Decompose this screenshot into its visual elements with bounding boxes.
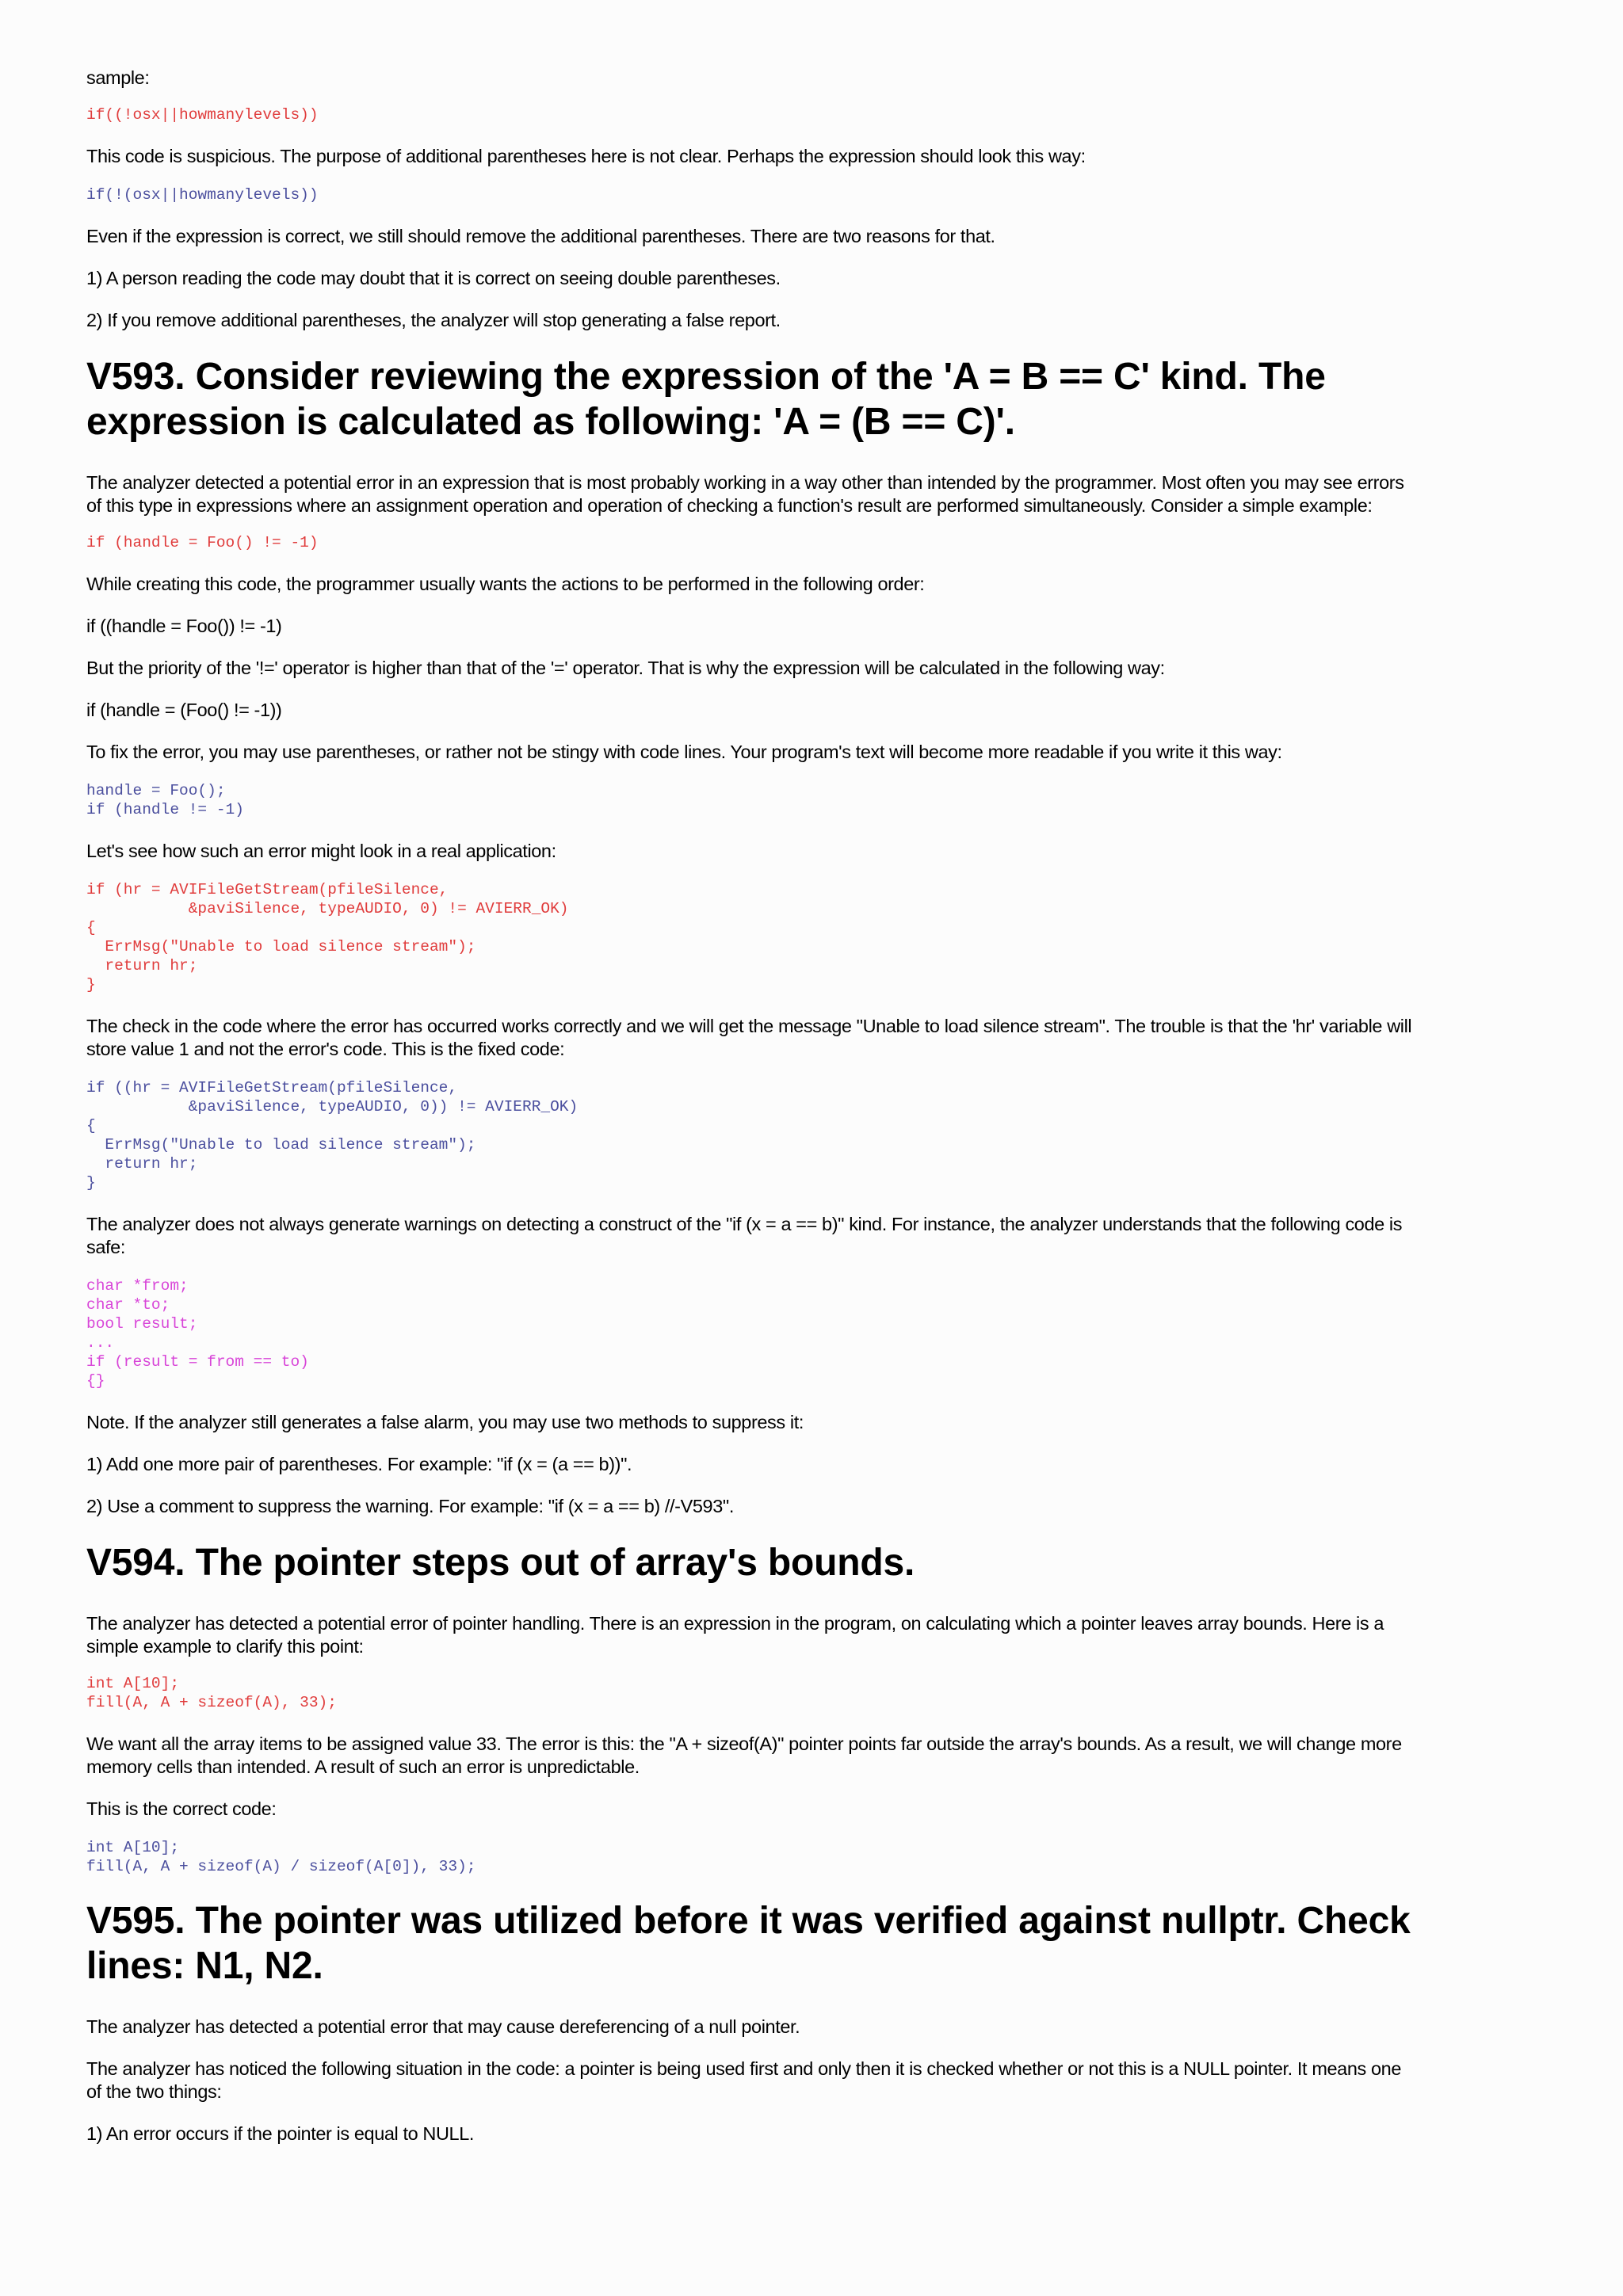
paragraph: This code is suspicious. The purpose of additional parentheses here is not clear. Perhaps the expression should look this way: [86, 146, 1086, 166]
code-block: int A[10]; fill(A, A + sizeof(A), 33); [86, 1675, 337, 1711]
code-block: handle = Foo(); if (handle != -1) [86, 782, 244, 818]
paragraph: The analyzer does not always generate warnings on detecting a construct of the "if (x = a == b)" kind. For instance, the analyzer understands that the following code is safe: [86, 1214, 1403, 1257]
section-heading-v595: V595. The pointer was utilized before it was verified against nullptr. Check lines: N1, N2. [86, 1900, 1411, 1987]
paragraph: But the priority of the '!=' operator is higher than that of the '=' operator. That is why the expression will be calculated in the following way: [86, 658, 1165, 678]
paragraph: 1) A person reading the code may doubt that it is correct on seeing double parentheses. [86, 268, 781, 288]
paragraph: Note. If the analyzer still generates a false alarm, you may use two methods to suppress it: [86, 1412, 804, 1432]
paragraph: 2) Use a comment to suppress the warning. For example: "if (x = a == b) //-V593". [86, 1496, 734, 1516]
paragraph: Let's see how such an error might look in a real application: [86, 841, 556, 861]
paragraph: 2) If you remove additional parentheses, the analyzer will stop generating a false report. [86, 310, 781, 330]
code-block: char *from; char *to; bool result; ... if (result = from == to) {} [86, 1277, 309, 1390]
paragraph: The analyzer has noticed the following situation in the code: a pointer is being used first and only then it is checked whether or not this is a NULL pointer. It means one of the two things: [86, 2058, 1401, 2102]
paragraph: The analyzer detected a potential error in an expression that is most probably working in a way other than intended by the programmer. Most often you may see errors of this type in expressions where an assignment operation and operation of checking a function's result are performed simultaneously. Consider a simple example: [86, 472, 1404, 516]
paragraph: The check in the code where the error has occurred works correctly and we will get the message "Unable to load silence stream". The trouble is that the 'hr' variable will store value 1 and not the error's code. This is the fixed code: [86, 1016, 1412, 1059]
paragraph: While creating this code, the programmer usually wants the actions to be performed in the following order: [86, 574, 925, 594]
paragraph: We want all the array items to be assigned value 33. The error is this: the "A + sizeof(A)" pointer points far outside the array's bounds. As a result, we will change more memory cells than intended. A result of such an error is unpredictable. [86, 1733, 1402, 1777]
paragraph: if ((handle = Foo()) != -1) [86, 616, 282, 636]
paragraph: Even if the expression is correct, we still should remove the additional parentheses. There are two reasons for that. [86, 226, 995, 246]
document-content [86, 67, 1418, 2145]
code-block: int A[10]; fill(A, A + sizeof(A) / sizeof(A[0]), 33); [86, 1839, 476, 1875]
code-block: if (hr = AVIFileGetStream(pfileSilence, &paviSilence, typeAUDIO, 0) != AVIERR_OK) { ErrMsg("Unable to load silence stream"); return hr; } [86, 881, 569, 994]
code-block: if (handle = Foo() != -1) [86, 534, 319, 551]
section-heading-v594: V594. The pointer steps out of array's bounds. [86, 1542, 915, 1584]
paragraph: 1) An error occurs if the pointer is equal to NULL. [86, 2123, 475, 2144]
code-block: if ((hr = AVIFileGetStream(pfileSilence, &paviSilence, typeAUDIO, 0)) != AVIERR_OK) { ErrMsg("Unable to load silence stream"); return hr; } [86, 1079, 579, 1192]
code-block: if(!(osx||howmanylevels)) [86, 186, 319, 204]
paragraph: The analyzer has detected a potential error that may cause dereferencing of a null pointer. [86, 2016, 800, 2037]
code-block: if((!osx||howmanylevels)) [86, 106, 319, 124]
paragraph: This is the correct code: [86, 1798, 277, 1819]
section-heading-v593: V593. Consider reviewing the expression of the 'A = B == C' kind. The expression is calculated as following: 'A = (B == C)'. [86, 356, 1326, 443]
paragraph: if (handle = (Foo() != -1)) [86, 700, 282, 720]
paragraph: To fix the error, you may use parentheses, or rather not be stingy with code lines. Your program's text will become more readable if you write it this way: [86, 742, 1282, 762]
paragraph: 1) Add one more pair of parentheses. For example: "if (x = (a == b))". [86, 1454, 632, 1474]
paragraph: sample: [86, 67, 150, 88]
paragraph: The analyzer has detected a potential error of pointer handling. There is an expression in the program, on calculating which a pointer leaves array bounds. Here is a simple example to clarify this point: [86, 1613, 1384, 1657]
